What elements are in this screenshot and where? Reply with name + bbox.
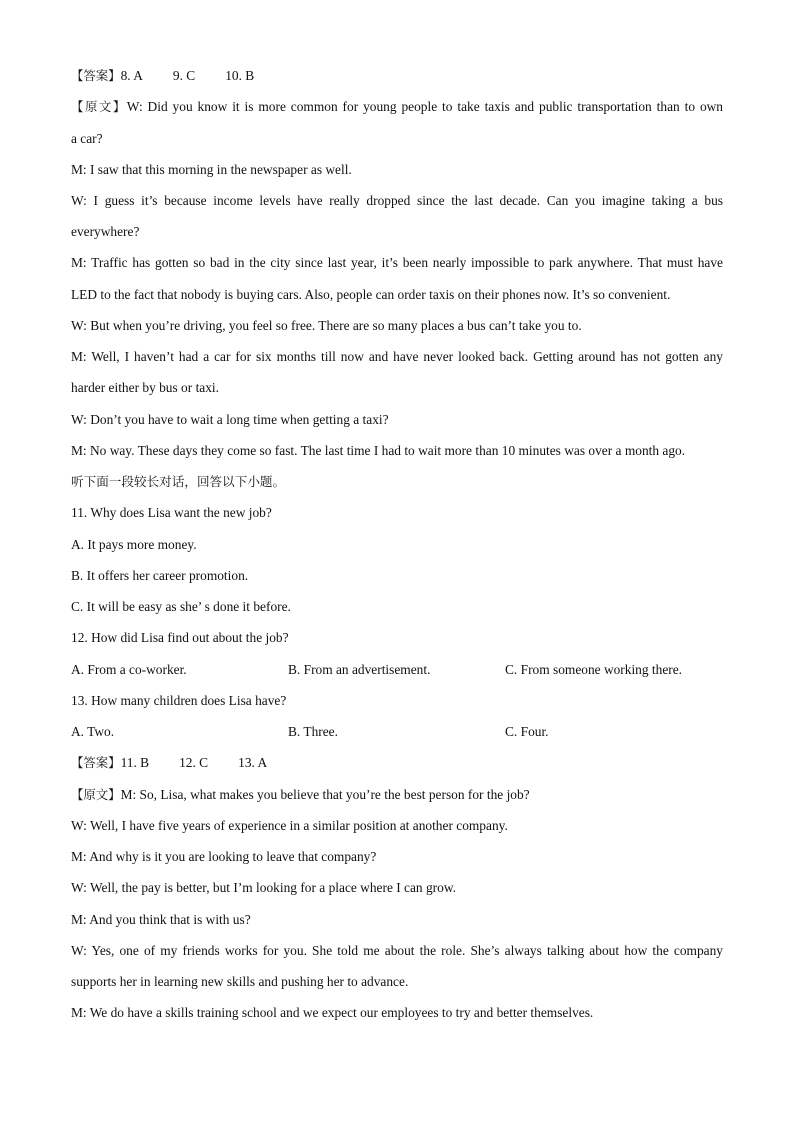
- answer-tag: 【答案】: [71, 68, 121, 83]
- question-option: C. It will be easy as she’ s done it before.: [71, 599, 291, 614]
- transcript-line: M: No way. These days they come so fast. The last time I had to wait more than 10 minutes was over a month ago.: [71, 443, 686, 458]
- transcript-line: everywhere?: [71, 224, 140, 239]
- transcript-line: harder either by bus or taxi.: [71, 380, 219, 395]
- transcript-line: M: And why is it you are looking to leave that company?: [71, 849, 377, 864]
- answer-line: [71, 754, 267, 772]
- transcript-line: W: I guess it’s because income levels have really dropped since the last decade. Can you imagine taking a bus: [71, 193, 723, 208]
- transcript-line: M: I saw that this morning in the newspaper as well.: [71, 162, 352, 177]
- transcript-tag: 【原文】: [71, 99, 127, 114]
- question-stem: 12. How did Lisa find out about the job?: [71, 630, 289, 645]
- question-stem: 11. Why does Lisa want the new job?: [71, 505, 272, 520]
- question-option: A. It pays more money.: [71, 537, 197, 552]
- transcript-line: 【原文】W: Did you know it is more common for young people to take taxis and public transportation than to own: [71, 99, 723, 114]
- question-option: B. It offers her career promotion.: [71, 568, 249, 583]
- transcript-line: W: Well, the pay is better, but I’m looking for a place where I can grow.: [71, 880, 456, 895]
- answer-item: 11. B: [120, 755, 150, 770]
- transcript-line: a car?: [71, 131, 103, 146]
- transcript-line: supports her in learning new skills and pushing her to advance.: [71, 974, 409, 989]
- transcript-line: 【原文】M: So, Lisa, what makes you believe that you’re the best person for the job?: [71, 787, 530, 802]
- transcript-line: M: And you think that is with us?: [71, 912, 251, 927]
- transcript-line: LED to the fact that nobody is buying cars. Also, people can order taxis on their phones now. It’s so convenient.: [71, 287, 671, 302]
- answer-item: 9. C: [172, 68, 196, 83]
- question-option: A. Two.: [71, 724, 115, 739]
- transcript-line: M: Well, I haven’t had a car for six months till now and have never looked back. Getting around has not gotten any: [71, 349, 723, 364]
- transcript-line: W: Yes, one of my friends works for you. She told me about the role. She’s always talking about how the company: [71, 943, 723, 958]
- transcript-line: W: Well, I have five years of experience in a similar position at another company.: [71, 818, 508, 833]
- transcript-line: M: We do have a skills training school and we expect our employees to try and better themselves.: [71, 1005, 594, 1020]
- transcript-tag: 【原文】: [71, 787, 121, 802]
- question-stem: 13. How many children does Lisa have?: [71, 693, 287, 708]
- answer-tag: 【答案】: [71, 755, 121, 770]
- section-instruction: 听下面一段较长对话，回答以下小题。: [71, 474, 286, 489]
- answer-item: 13. A: [238, 755, 268, 770]
- transcript-line: W: Don’t you have to wait a long time when getting a taxi?: [71, 412, 389, 427]
- answer-item: 10. B: [225, 68, 255, 83]
- answer-item: 8. A: [120, 68, 143, 83]
- answer-item: 12. C: [179, 755, 209, 770]
- question-option: C. Four.: [505, 724, 549, 739]
- transcript-line: W: But when you’re driving, you feel so free. There are so many places a bus can’t take you to.: [71, 318, 582, 333]
- question-option: C. From someone working there.: [505, 662, 683, 677]
- question-option: B. From an advertisement.: [288, 662, 431, 677]
- question-option: A. From a co-worker.: [71, 662, 187, 677]
- transcript-line: M: Traffic has gotten so bad in the city since last year, it’s been nearly impossible to park anywhere. That must have: [71, 255, 723, 270]
- question-option: B. Three.: [288, 724, 338, 739]
- answer-line: [71, 67, 254, 85]
